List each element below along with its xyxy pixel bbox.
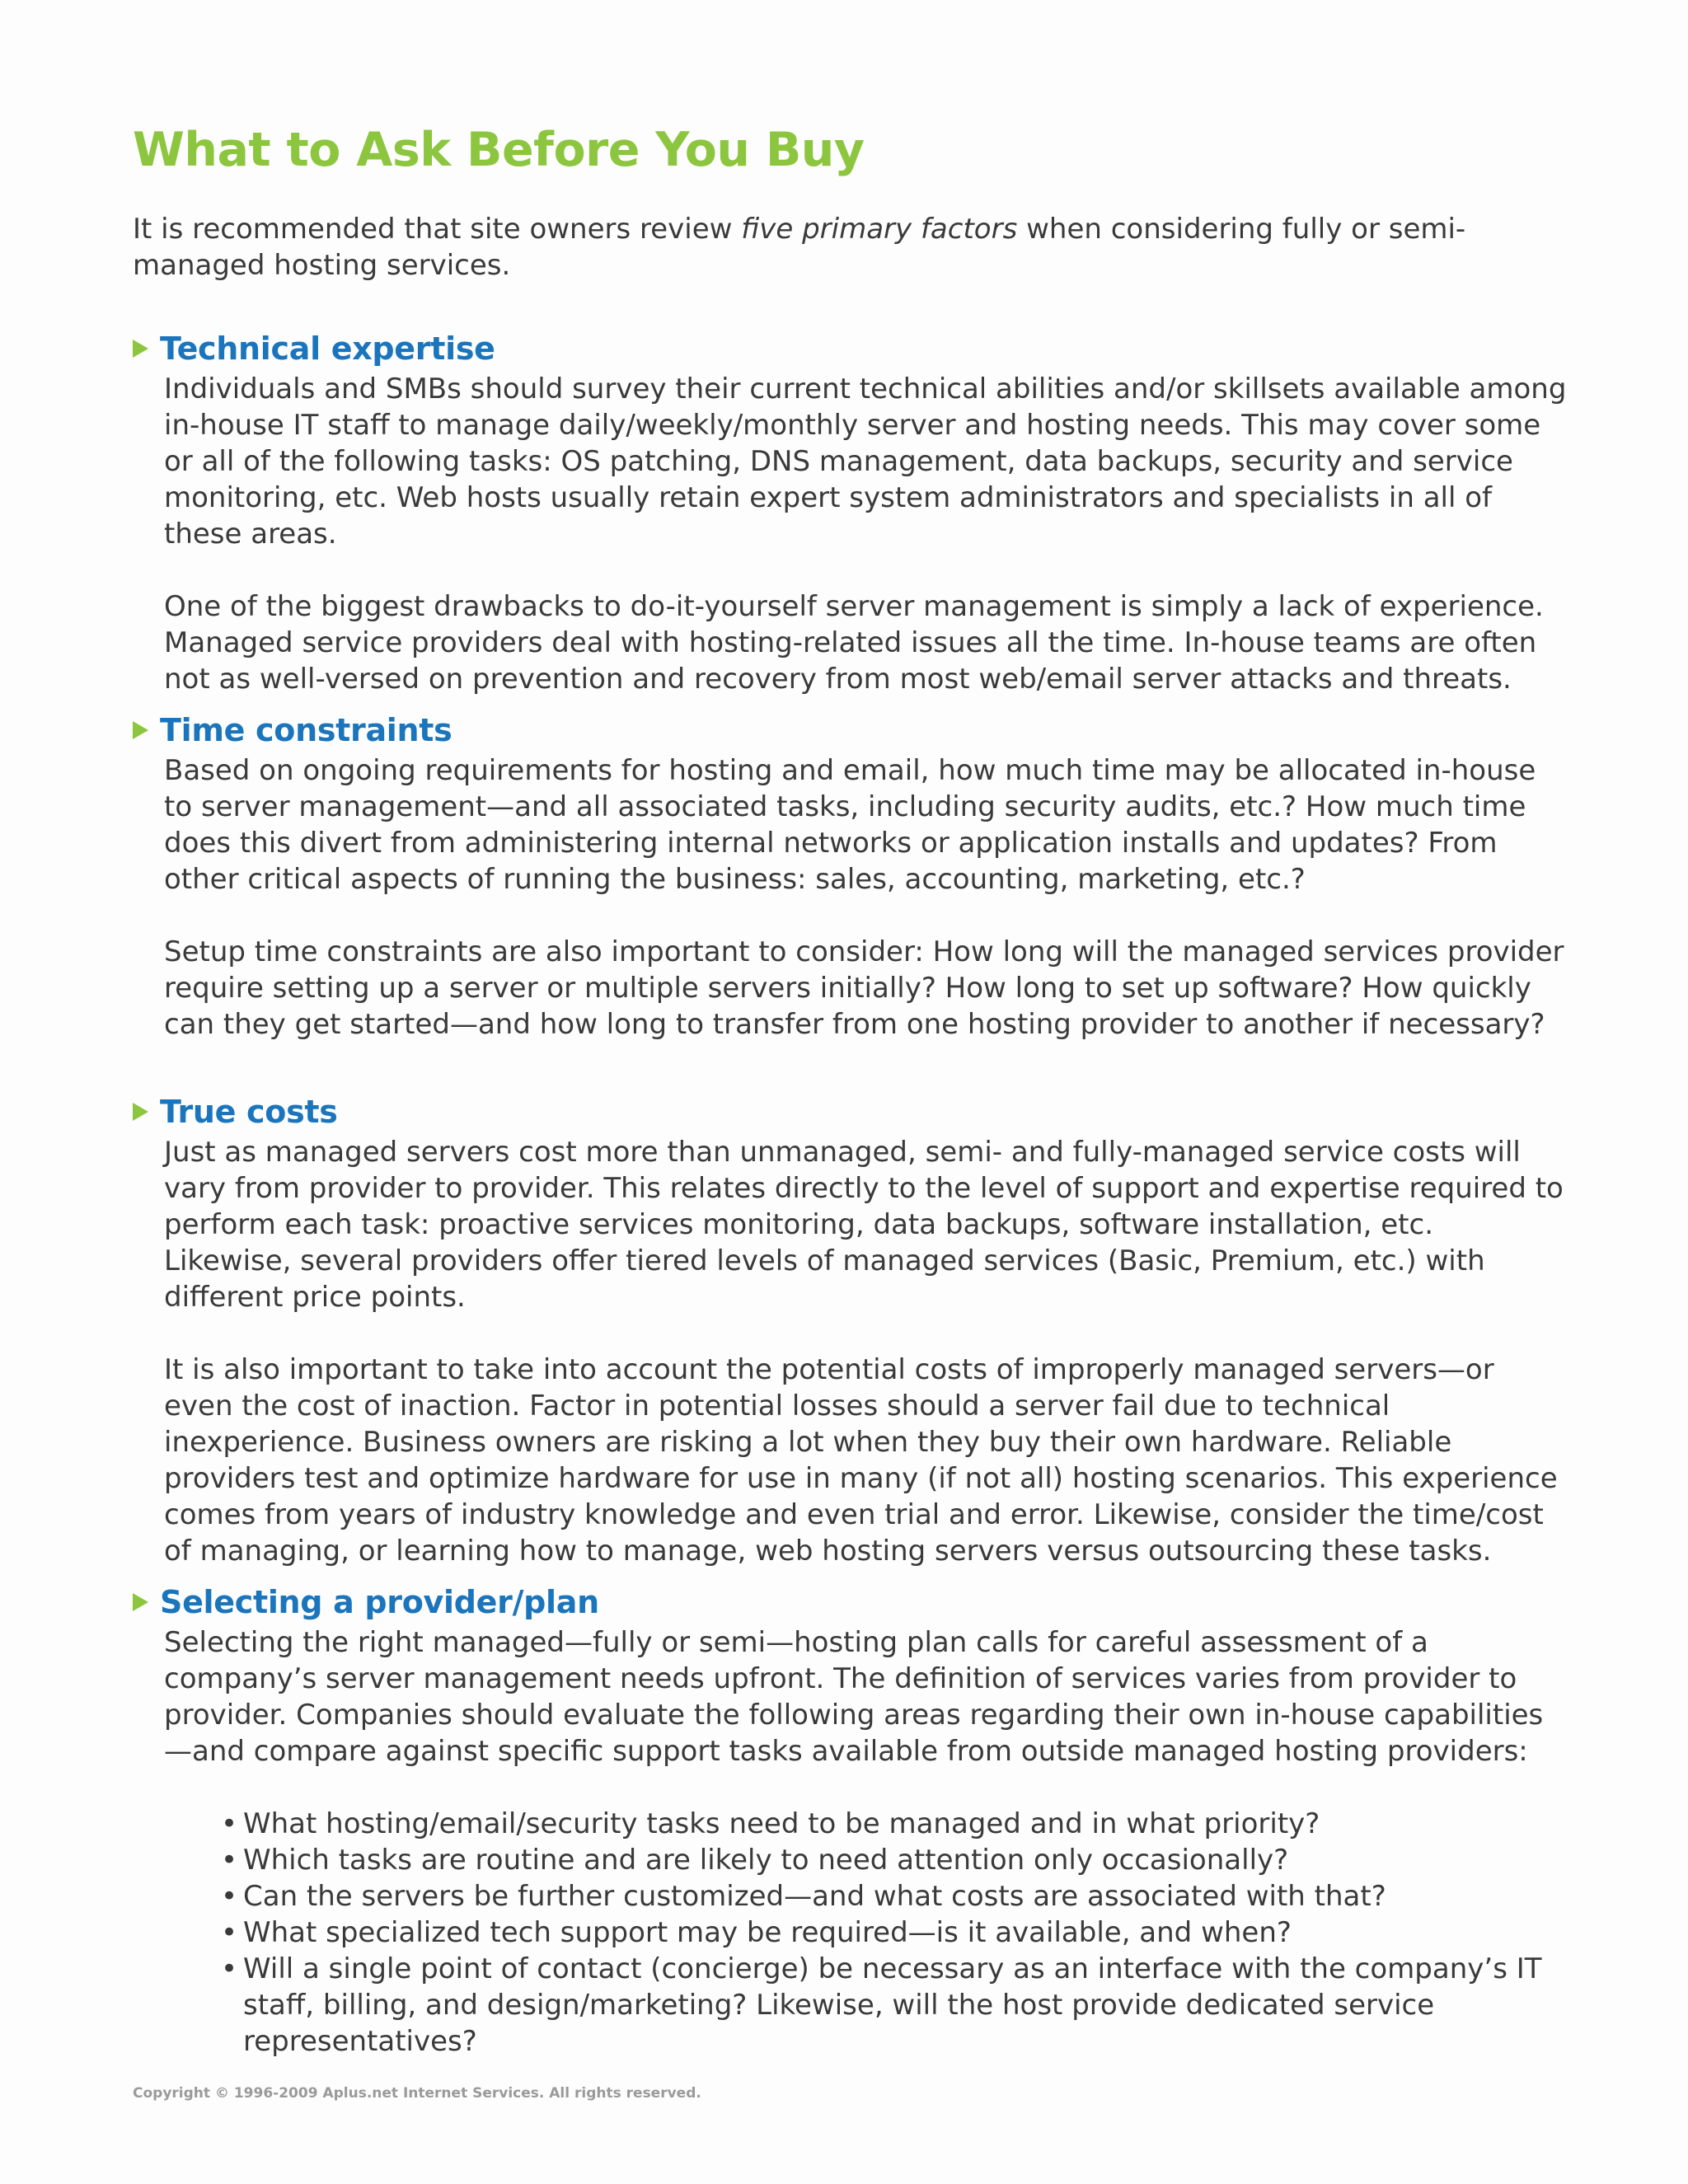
list-item: • Which tasks are routine and are likely to need attention only occasionally? [243,1842,1567,1878]
section-paragraph: Setup time constraints are also important to consider: How long will the managed services provider require setting up a server or multiple servers initially? How long to set up software? How quickly can they get started—and how long to transfer from one hosting provider to another if necessary? [164,935,1564,1041]
section-paragraph: Just as managed servers cost more than unmanaged, semi- and fully-managed service costs will vary from provider to provider. This relates directly to the level of support and expertise required to perform each task: proactive services monitoring, data backups, software installation, etc. Likewise, several providers offer tiered levels of managed services (Basic, Premium, etc.) with different price points. [164,1136,1564,1314]
section-body [164,371,1567,697]
intro-text-start: It is recommended that site owners review [133,213,742,246]
list-item: • What hosting/email/security tasks need to be managed and in what priority? [243,1806,1567,1842]
section-heading-row [133,1580,1567,1624]
intro-text-end: when considering fully or semi-managed hosting services. [133,213,1466,282]
section-body [164,752,1567,1043]
section-time-constraints [133,708,1567,1043]
section-heading: True costs [160,1094,338,1130]
section-heading-row [133,326,1567,371]
copyright-footer: Copyright © 1996-2009 Aplus.net Internet Services. All rights reserved. [133,2085,701,2102]
section-technical-expertise [133,326,1567,697]
triangle-arrow-icon [133,1103,148,1121]
section-paragraph: Based on ongoing requirements for hosting and email, how much time may be allocated in-house to server management—and all associated tasks, including security audits, etc.? How much time does this divert from administering internal networks or application installs and updates? From other critical aspects of running the business: sales, accounting, marketing, etc.? [164,754,1536,896]
section-selecting-provider [133,1580,1567,2060]
list-item: • Will a single point of contact (concierge) be necessary as an interface with the company’s IT staff, billing, and design/marketing? Likewise, will the host provide dedicated service representatives? [243,1951,1567,2060]
section-heading: Selecting a provider/plan [160,1584,599,1620]
section-paragraph: It is also important to take into account the potential costs of improperly managed servers—or even the cost of inaction. Factor in potential losses should a server fail due to technical inexperience. Business owners are risking a lot when they buy their own hardware. Reliable providers test and optimize hardware for use in many (if not all) hosting scenarios. This experience comes from years of industry knowledge and even trial and error. Likewise, consider the time/cost of managing, or learning how to manage, web hosting servers versus outsourcing these tasks. [164,1353,1558,1568]
section-paragraph: Individuals and SMBs should survey their current technical abilities and/or skillsets available among in-house IT staff to manage daily/weekly/monthly server and hosting needs. This may cover some or all of the following tasks: OS patching, DNS management, data backups, security and service monitoring, etc. Web hosts usually retain expert system administrators and specialists in all of these areas. [164,373,1567,551]
section-heading: Time constraints [160,712,452,748]
list-item: • Can the servers be further customized—and what costs are associated with that? [243,1878,1567,1915]
section-paragraph: One of the biggest drawbacks to do-it-yourself server management is simply a lack of experience. Managed service providers deal with hosting-related issues all the time. In-house teams are often not as well-versed on prevention and recovery from most web/email server attacks and threats. [164,590,1544,696]
section-body [164,1134,1567,1569]
triangle-arrow-icon [133,1593,148,1611]
intro-paragraph [133,211,1567,284]
section-paragraph: Selecting the right managed—fully or semi—hosting plan calls for careful assessment of a company’s server management needs upfront. The definition of services varies from provider to provider. Companies should evaluate the following areas regarding their own in-house capabilities—and compare against specific support tasks available from outside managed hosting providers: [164,1626,1544,1768]
question-list [164,1806,1567,2060]
page-title: What to Ask Before You Buy [133,123,865,177]
section-heading-row [133,708,1567,752]
section-body [164,1624,1567,2060]
triangle-arrow-icon [133,721,148,739]
section-true-costs [133,1090,1567,1569]
list-item: • What specialized tech support may be required—is it available, and when? [243,1915,1567,1951]
intro-emphasis: five primary factors [741,213,1018,246]
section-heading-row [133,1090,1567,1134]
triangle-arrow-icon [133,340,148,358]
section-heading: Technical expertise [160,330,495,367]
